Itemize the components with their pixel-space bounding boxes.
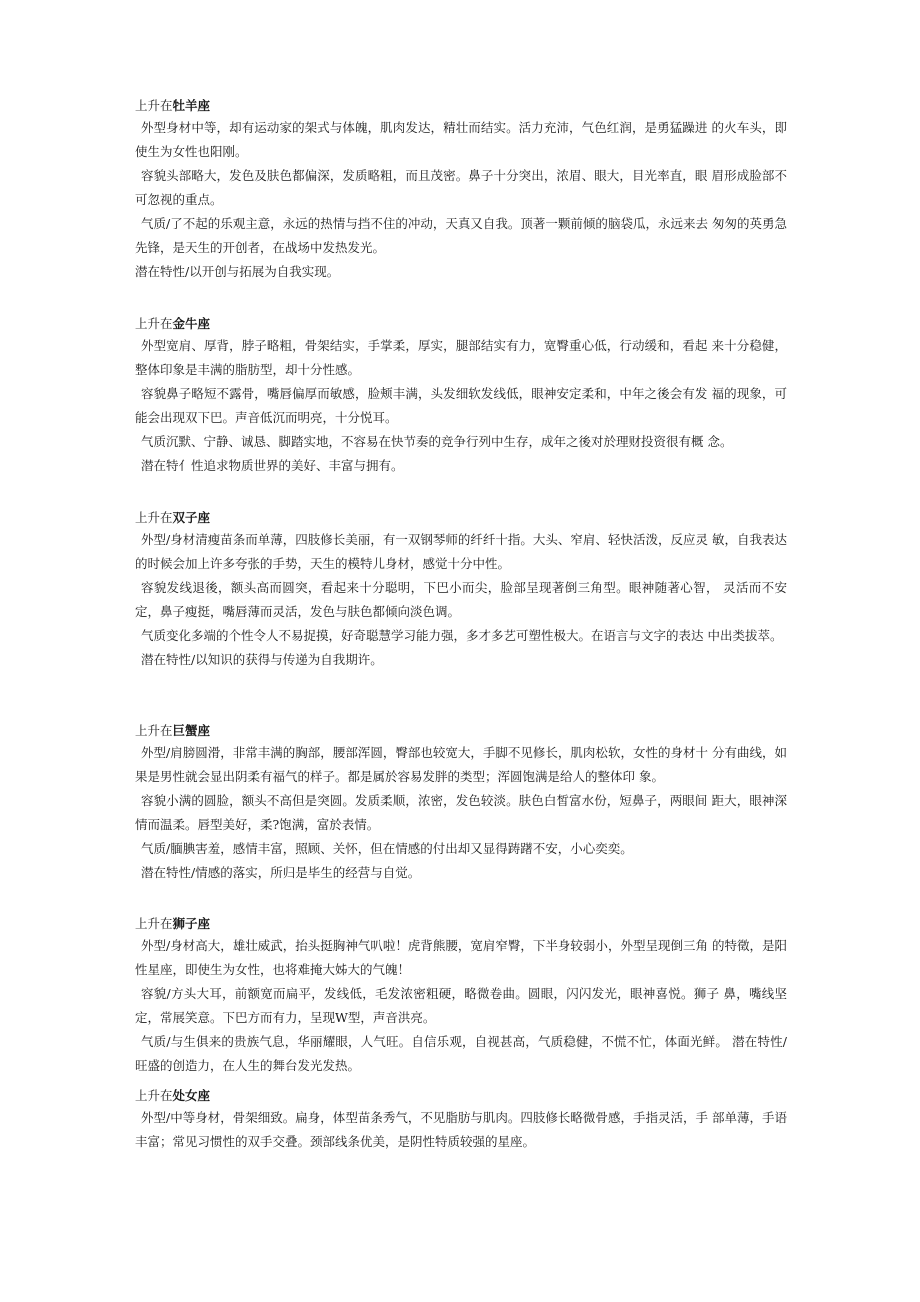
paragraph: 潜在特性/以开创与拓展为自我实现。 (135, 264, 340, 279)
section-heading (135, 96, 787, 116)
section-heading (135, 1086, 787, 1106)
paragraph: 容貌头部略大，发色及肤色都偏深，发质略粗，而且茂密。鼻子十分突出，浓眉、眼大，目光率直，眼 眉形成脸部不可忽视的重点。 (135, 168, 787, 207)
paragraph: 外型/中等身材，骨架细致。扁身，体型苗条秀气，不见脂肪与肌肉。四肢修长略微骨感，手指灵活，手 部单薄，手语丰富；常见习惯性的双手交叠。颈部线条优美，是阴性特质较强的星座。 (135, 1110, 787, 1149)
paragraph: 潜在特性/情感的落实，所归是毕生的经营与自觉。 (141, 865, 421, 880)
paragraph: 容貌鼻子略短不露骨，嘴唇偏厚而敏感，脸颊丰满，头发细软发线低，眼神安定柔和，中年之後会有发 福的现象，可能会出现双下巴。声音低沉而明亮，十分悦耳。 (135, 386, 787, 425)
section-taurus (135, 314, 787, 478)
heading-sign: 处女座 (172, 1088, 211, 1103)
heading-prefix: 上升在 (135, 98, 173, 113)
paragraph: 外型宽肩、厚背，脖子略粗，骨架结实，手掌柔，厚实，腿部结实有力，宽臀重心低，行动缓和，看起 来十分稳健，整体印象是丰满的脂肪型，却十分性感。 (135, 338, 787, 377)
paragraph: 潜在特性/以知识的获得与传递为自我期许。 (141, 652, 383, 667)
heading-prefix: 上升在 (135, 1088, 173, 1103)
heading-sign: 狮子座 (172, 916, 211, 931)
paragraph: 外型/肩膀圆滑，非常丰满的胸部，腰部浑圆，臀部也较宽大，手脚不见修长，肌肉松软，女性的身材十 分有曲线，如果是男性就会显出阴柔有福气的样子。都是属於容易发胖的类型；浑圆饱满是给人的整体印 象。 (135, 745, 787, 784)
section-cancer (135, 721, 787, 885)
paragraph: 气质变化多端的个性令人不易捉摸，好奇聪慧学习能力强，多才多艺可塑性极大。在语言与文字的表达 中出类拔萃。 (141, 628, 783, 643)
paragraph: 气质/腼腆害羞，感情丰富，照顾、关怀，但在情感的付出却又显得踌躇不安，小心奕奕。 (141, 841, 633, 856)
paragraph: 潜在特亻性追求物质世界的美好、丰富与拥有。 (141, 458, 404, 473)
heading-sign: 巨蟹座 (172, 723, 211, 738)
paragraph: 外型/身材清瘦苗条而单薄，四肢修长美丽，有一双钢琴师的纤纤十指。大头、窄肩、轻快活泼，反应灵 敏，自我表达的时候会加上许多夸张的手势，天生的模特儿身材，感觉十分中性。 (135, 532, 787, 571)
section-heading (135, 721, 787, 741)
heading-prefix: 上升在 (135, 510, 173, 525)
paragraph: 气质沉默、宁静、诚恳、脚踏实地，不容易在快节奏的竞争行列中生存，成年之後对於理财投资很有概 念。 (141, 434, 733, 449)
section-leo (135, 914, 787, 1078)
heading-prefix: 上升在 (135, 723, 173, 738)
heading-prefix: 上升在 (135, 916, 173, 931)
heading-sign: 双子座 (172, 510, 211, 525)
heading-sign: 金牛座 (172, 316, 211, 331)
paragraph: 气质/与生俱来的贵族气息，华丽耀眼，人气旺。自信乐观，自视甚高，气质稳健，不慌不忙，体面光鲜。 潜在特性/旺盛的创造力，在人生的舞台发光发热。 (135, 1034, 787, 1073)
paragraph: 容貌小满的圆脸，额头不高但是突圆。发质柔顺，浓密，发色较淡。肤色白皙富水份，短鼻子，两眼间 距大，眼神深情而温柔。唇型美好，柔?饱满，富於表情。 (135, 793, 787, 832)
paragraph: 外型/身材高大，雄壮威武，抬头挺胸神气叭啦！虎背熊腰，宽肩窄臀，下半身较弱小，外型呈现倒三角 的特徵，是阳性星座，即使生为女性，也将难掩大姊大的气魄！ (135, 938, 787, 977)
paragraph: 气质/了不起的乐观主意，永远的热情与挡不住的冲动，天真又自我。顶著一颗前倾的脑袋瓜，永远来去 匆匆的英勇急先锋，是天生的开创者，在战场中发热发光。 (135, 216, 787, 255)
section-heading (135, 314, 787, 334)
section-gemini (135, 508, 787, 672)
paragraph: 外型身材中等，却有运动家的架式与体魄，肌肉发达，精壮而结实。活力充沛，气色红润，是勇猛躁进 的火车头，即使生为女性也阳刚。 (135, 120, 787, 159)
section-heading (135, 914, 787, 934)
section-virgo (135, 1086, 787, 1154)
paragraph: 容貌发线退後，额头高而圆突，看起来十分聪明，下巴小而尖，脸部呈现著倒三角型。眼神随著心智， 灵活而不安定，鼻子瘦挺，嘴唇薄而灵活，发色与肤色都倾向淡色调。 (135, 580, 787, 619)
heading-sign: 牡羊座 (172, 98, 211, 113)
section-heading (135, 508, 787, 528)
paragraph: 容貌/方头大耳，前额宽而扁平，发线低，毛发浓密粗硬，略微卷曲。圆眼，闪闪发光，眼神喜悦。狮子 鼻，嘴线坚定，常展笑意。下巴方而有力，呈现W型，声音洪亮。 (135, 986, 787, 1025)
heading-prefix: 上升在 (135, 316, 173, 331)
section-aries (135, 96, 787, 284)
